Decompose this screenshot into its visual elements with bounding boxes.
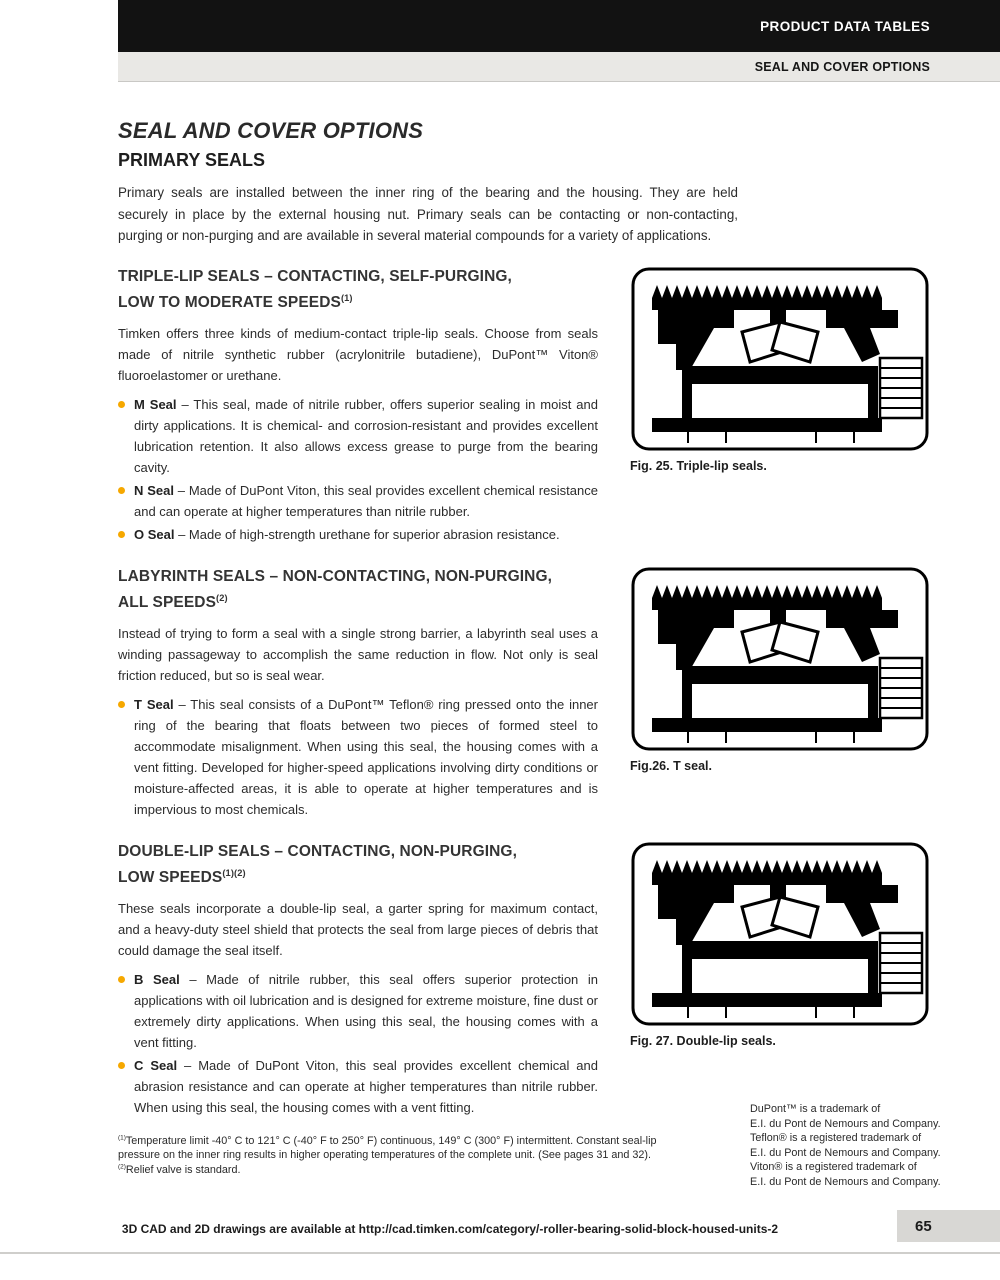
section-heading-footnote-ref: (1)(2) <box>222 867 246 878</box>
footnote-marker: (2) <box>118 1162 126 1170</box>
bullet-list <box>118 694 598 820</box>
footnotes <box>118 1134 666 1178</box>
footnote-marker: (1) <box>118 1133 126 1141</box>
figure-caption: Fig.26. T seal. <box>630 758 712 773</box>
bullet-item-c-seal <box>118 1055 598 1118</box>
trademark-notes <box>750 1102 950 1189</box>
bullet-icon <box>118 701 125 708</box>
section-text-column <box>118 264 598 547</box>
trademark-line: Viton® is a registered trademark of <box>750 1161 917 1173</box>
trademark-line: E.I. du Pont de Nemours and Company. <box>750 1117 941 1130</box>
section-body: These seals incorporate a double-lip seal, a garter spring for maximum contact, and a heavy-duty steel shield that protects the seal from large pieces of debris that could damage the seal itself. <box>118 900 598 958</box>
page-content <box>118 100 930 1177</box>
bullet-text: – Made of DuPont Viton, this seal provides excellent chemical and abrasion resistance and can operate at higher temperatures than nitrile rubber. When using this seal, the housing comes with a vent fitting. <box>134 1057 599 1115</box>
page-number: 65 <box>915 1217 932 1235</box>
section-triple-lip-seals <box>118 264 930 547</box>
section-heading-line1: LABYRINTH SEALS – NON-CONTACTING, NON-PURGING, <box>118 567 553 585</box>
section-heading-footnote-ref: (2) <box>216 592 228 603</box>
bullet-term: C Seal <box>134 1057 178 1073</box>
bullet-item-m-seal <box>118 394 598 478</box>
bullet-text: – This seal consists of a DuPont™ Teflon® ring pressed onto the inner ring of the bearing that floats between two pieces of formed steel to accommodate misalignment. When using this seal, the housing comes with a vent fitting. Developed for higher-speed applications involving dirty conditions or moisture-affected areas, it is able to operate at higher temperatures and is impervious to most chemicals. <box>134 696 598 817</box>
intro-paragraph: Primary seals are installed between the inner ring of the bearing and the housing. They are held securely in place by the external housing nut. Primary seals can be contacting or non-contacting, purging or non-purging and are available in several material compounds for a variety of applications. <box>118 185 738 243</box>
bullet-icon <box>118 976 125 983</box>
footnote-2 <box>118 1163 666 1178</box>
bullet-icon <box>118 531 125 538</box>
section-double-lip-seals <box>118 839 930 1120</box>
header-title: PRODUCT DATA TABLES <box>760 18 930 34</box>
bullet-term: T Seal <box>134 696 174 712</box>
bullet-term: M Seal <box>134 396 177 412</box>
section-heading <box>118 264 598 316</box>
bullet-term: N Seal <box>134 482 174 498</box>
section-heading-line2: LOW TO MODERATE SPEEDS <box>118 293 341 311</box>
section-text-column <box>118 564 598 822</box>
bullet-list <box>118 394 598 545</box>
trademark-line: E.I. du Pont de Nemours and Company. <box>750 1175 941 1188</box>
t-seal-diagram <box>630 566 930 752</box>
figure-t-seal <box>630 566 930 773</box>
section-heading <box>118 839 598 891</box>
bottom-rule <box>0 1252 1000 1254</box>
bullet-text: – Made of DuPont Viton, this seal provides excellent chemical resistance and can operate at higher temperatures than nitrile rubber. <box>134 482 598 519</box>
bullet-term: B Seal <box>134 971 180 987</box>
footnote-1 <box>118 1134 666 1163</box>
page-number-box <box>897 1210 1000 1242</box>
section-heading-line2: ALL SPEEDS <box>118 593 217 611</box>
bullet-item-n-seal <box>118 480 598 522</box>
footnote-text: Temperature limit -40° C to 121° C (-40° F to 250° F) continuous, 149° C (300° F) intermittent. Constant seal-lip pressure on the inner ring results in higher operating temperatures of the complete unit. (See pages 31 and 32). <box>118 1134 657 1161</box>
figure-caption: Fig. 25. Triple-lip seals. <box>630 458 767 473</box>
bullet-list <box>118 969 598 1118</box>
footer-note: 3D CAD and 2D drawings are available at http://cad.timken.com/category/-roller-bearing-solid-block-housed-units-2 <box>121 1222 779 1236</box>
section-heading-line1: DOUBLE-LIP SEALS – CONTACTING, NON-PURGING, <box>118 842 517 860</box>
bullet-text: – Made of nitrile rubber, this seal offers superior protection in applications with oil lubrication and is designed for extreme moisture, fine dust or extremely dirty applications. When using this seal, the housing comes with a vent fitting. <box>134 971 598 1050</box>
triple-lip-seal-diagram <box>630 266 930 452</box>
trademark-line: E.I. du Pont de Nemours and Company. <box>750 1146 941 1159</box>
section-text-column <box>118 839 598 1120</box>
bullet-item-o-seal <box>118 524 598 545</box>
section-heading-footnote-ref: (1) <box>340 292 353 303</box>
header-bar <box>118 0 1000 52</box>
bullet-term: O Seal <box>134 526 175 542</box>
figure-double-lip-seals <box>630 841 930 1048</box>
section-body: Timken offers three kinds of medium-contact triple-lip seals. Choose from seals made of nitrile synthetic rubber (acrylonitrile butadiene), DuPont™ Viton® fluoroelastomer or urethane. <box>118 325 598 383</box>
section-labyrinth-seals <box>118 564 930 822</box>
bullet-item-t-seal <box>118 694 598 820</box>
section-heading-line2: LOW SPEEDS <box>118 868 223 886</box>
bullet-icon <box>118 487 125 494</box>
trademark-line: Teflon® is a registered trademark of <box>750 1132 922 1144</box>
bullet-icon <box>118 1062 125 1069</box>
figure-caption: Fig. 27. Double-lip seals. <box>630 1033 776 1048</box>
section-heading <box>118 564 598 616</box>
page-title: SEAL AND COVER OPTIONS <box>118 118 424 143</box>
figure-triple-lip-seals <box>630 266 930 473</box>
bullet-icon <box>118 401 125 408</box>
bullet-item-b-seal <box>118 969 598 1053</box>
trademark-line: DuPont™ is a trademark of <box>750 1103 881 1115</box>
footnote-text: Relief valve is standard. <box>125 1163 241 1176</box>
bullet-text: – Made of high-strength urethane for superior abrasion resistance. <box>174 526 560 542</box>
page-subtitle: PRIMARY SEALS <box>118 150 266 170</box>
sub-header-title: SEAL AND COVER OPTIONS <box>754 59 930 74</box>
bullet-text: – This seal, made of nitrile rubber, offers superior sealing in moist and dirty applications. It is chemical- and corrosion-resistant and provides excellent lubrication retention. It also allows excess grease to purge from the bearing cavity. <box>134 396 598 475</box>
section-body: Instead of trying to form a seal with a single strong barrier, a labyrinth seal uses a winding passageway to accomplish the same reduction in flow. Not only is seal friction reduced, but so is seal wear. <box>118 625 598 683</box>
section-heading-line1: TRIPLE-LIP SEALS – CONTACTING, SELF-PURGING, <box>118 267 512 285</box>
double-lip-seal-diagram <box>630 841 930 1027</box>
sub-header-bar <box>118 52 1000 82</box>
